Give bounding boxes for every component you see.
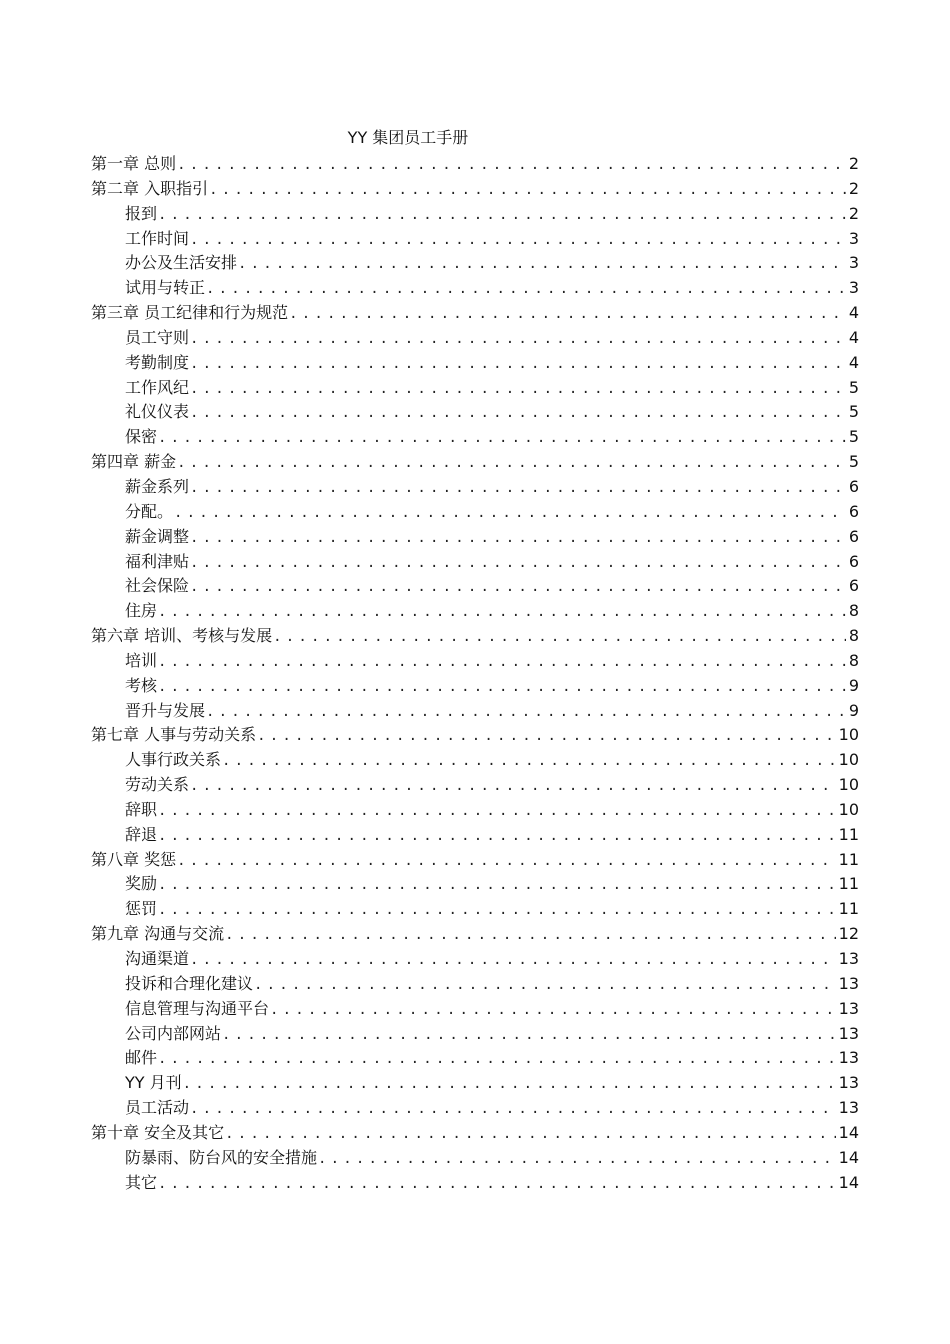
toc-dot-leader — [289, 302, 846, 327]
toc-dot-leader — [190, 551, 846, 576]
toc-page-number: 11 — [838, 899, 859, 919]
toc-dot-leader — [222, 749, 836, 774]
toc-dot-leader — [238, 252, 846, 277]
toc-dot-leader — [206, 277, 846, 302]
toc-dot-leader — [270, 998, 836, 1023]
toc-entry-label: 考勤制度 — [125, 352, 190, 372]
toc-subentry[interactable] — [91, 400, 859, 425]
toc-entry-label: 投诉和合理化建议 — [125, 973, 254, 993]
toc-dot-leader — [190, 1097, 836, 1122]
toc-subentry[interactable] — [91, 251, 859, 276]
toc-subentry[interactable] — [91, 674, 859, 699]
toc-chapter-entry[interactable] — [91, 624, 859, 649]
toc-subentry[interactable] — [91, 897, 859, 922]
toc-page-number: 2 — [848, 154, 859, 173]
toc-subentry[interactable] — [91, 276, 859, 301]
toc-page-number: 6 — [848, 551, 859, 571]
toc-entry-label: 培训 — [125, 650, 158, 670]
toc-entry-label: 第四章 薪金 — [91, 452, 177, 472]
toc-page-number: 2 — [848, 178, 859, 198]
toc-subentry[interactable] — [91, 1046, 859, 1071]
toc-entry-label: 劳动关系 — [125, 775, 190, 795]
toc-entry-label: 晋升与发展 — [125, 700, 206, 720]
toc-dot-leader — [158, 873, 836, 898]
toc-subentry[interactable] — [91, 351, 859, 376]
toc-page-number: 14 — [838, 1172, 859, 1192]
toc-page-number: 11 — [838, 874, 859, 894]
toc-entry-label: 公司内部网站 — [125, 1023, 222, 1043]
toc-entry-label: 试用与转正 — [125, 278, 206, 298]
toc-entry-label: 第七章 人事与劳动关系 — [91, 725, 257, 745]
toc-chapter-entry[interactable] — [91, 301, 859, 326]
toc-subentry[interactable] — [91, 972, 859, 997]
toc-dot-leader — [190, 352, 846, 377]
toc-page-number: 9 — [848, 700, 859, 720]
toc-entry-label: 员工守则 — [125, 327, 190, 347]
toc-subentry[interactable] — [91, 550, 859, 575]
toc-entry-label: 报到 — [125, 203, 158, 223]
toc-entry-label: 保密 — [125, 427, 158, 447]
toc-dot-leader — [257, 724, 836, 749]
toc-page-number: 6 — [848, 476, 859, 496]
toc-page-number: 6 — [848, 576, 859, 596]
toc-page-number: 4 — [848, 327, 859, 347]
toc-entry-label: 人事行政关系 — [125, 750, 222, 770]
toc-dot-leader — [190, 526, 846, 551]
toc-page-number: 8 — [848, 601, 859, 621]
toc-page-number: 13 — [838, 949, 859, 968]
toc-page-number: 5 — [848, 452, 859, 472]
toc-entry-label: 沟通渠道 — [125, 949, 190, 968]
toc-page-number: 13 — [838, 1098, 859, 1118]
toc-page-number: 3 — [848, 278, 859, 298]
toc-dot-leader — [177, 153, 846, 178]
toc-entry-label: 邮件 — [125, 1048, 158, 1068]
toc-page-number: 13 — [838, 1048, 859, 1068]
toc-dot-leader — [225, 923, 836, 948]
toc-entry-label: 社会保险 — [125, 576, 190, 596]
toc-dot-leader — [318, 1147, 836, 1172]
toc-subentry[interactable] — [91, 425, 859, 450]
toc-page-number: 9 — [848, 675, 859, 695]
toc-entry-label: 第八章 奖惩 — [91, 849, 177, 869]
toc-page-number: 5 — [848, 402, 859, 422]
toc-dot-leader — [158, 824, 836, 849]
toc-entry-label: 信息管理与沟通平台 — [125, 998, 270, 1018]
toc-subentry[interactable] — [91, 649, 859, 674]
toc-chapter-entry[interactable] — [91, 922, 859, 947]
toc-page-number: 10 — [838, 750, 859, 770]
toc-chapter-entry[interactable] — [91, 723, 859, 748]
toc-dot-leader — [273, 625, 846, 650]
toc-dot-leader — [190, 575, 846, 600]
toc-dot-leader — [158, 650, 846, 675]
toc-dot-leader — [206, 700, 846, 725]
toc-entry-label: 第二章 入职指引 — [91, 178, 209, 198]
toc-page-number: 12 — [838, 924, 859, 944]
toc-entry-label: 薪金系列 — [125, 476, 190, 496]
toc-dot-leader — [225, 1122, 836, 1147]
toc-dot-leader — [222, 1023, 836, 1048]
toc-page-number: 10 — [838, 775, 859, 795]
toc-page-number: 4 — [848, 352, 859, 372]
toc-dot-leader — [158, 675, 846, 700]
toc-subentry[interactable] — [91, 202, 859, 227]
toc-dot-leader — [177, 451, 846, 476]
toc-entry-label: 工作时间 — [125, 228, 190, 248]
toc-dot-leader — [177, 849, 836, 874]
toc-page-number: 8 — [848, 626, 859, 646]
toc-dot-leader — [158, 898, 836, 923]
toc-subentry[interactable] — [91, 1096, 859, 1121]
toc-page-number: 6 — [848, 526, 859, 546]
toc-chapter-entry[interactable] — [91, 1121, 859, 1146]
toc-entry-label: 第三章 员工纪律和行为规范 — [91, 303, 289, 323]
toc-page-number: 5 — [848, 377, 859, 397]
toc-chapter-entry[interactable] — [91, 152, 859, 177]
toc-page-number: 13 — [838, 1073, 859, 1093]
toc-page-number: 5 — [848, 427, 859, 447]
toc-subentry[interactable] — [91, 1171, 859, 1196]
toc-page-number: 6 — [848, 501, 859, 521]
toc-entry-label: 第六章 培训、考核与发展 — [91, 626, 273, 646]
toc-dot-leader — [158, 426, 846, 451]
toc-entry-label: 员工活动 — [125, 1098, 190, 1118]
toc-dot-leader — [190, 401, 846, 426]
toc-subentry[interactable] — [91, 1022, 859, 1047]
toc-page-number: 13 — [838, 973, 859, 993]
toc-dot-leader — [190, 948, 836, 973]
toc-subentry[interactable] — [91, 500, 859, 525]
toc-chapter-entry[interactable] — [91, 177, 859, 202]
toc-dot-leader — [190, 377, 846, 402]
toc-page-number: 11 — [838, 849, 859, 869]
table-of-contents — [91, 152, 859, 1195]
toc-subentry[interactable] — [91, 798, 859, 823]
toc-entry-label: 第九章 沟通与交流 — [91, 924, 225, 944]
toc-entry-label: 考核 — [125, 675, 158, 695]
toc-entry-label: 第一章 总则 — [91, 154, 177, 173]
toc-chapter-entry[interactable] — [91, 450, 859, 475]
toc-page-number: 14 — [838, 1122, 859, 1142]
toc-page-number: 3 — [848, 253, 859, 273]
toc-subentry[interactable] — [91, 997, 859, 1022]
toc-dot-leader — [254, 973, 836, 998]
toc-entry-label: YY 月刊 — [125, 1073, 182, 1093]
toc-page-number: 10 — [838, 725, 859, 745]
toc-entry-label: 薪金调整 — [125, 526, 190, 546]
toc-subentry[interactable] — [91, 326, 859, 351]
toc-page-number: 11 — [838, 824, 859, 844]
toc-entry-label: 办公及生活安排 — [125, 253, 238, 273]
toc-subentry[interactable] — [91, 599, 859, 624]
toc-subentry[interactable] — [91, 748, 859, 773]
toc-subentry[interactable] — [91, 376, 859, 401]
toc-page-number: 8 — [848, 650, 859, 670]
toc-entry-label: 辞职 — [125, 799, 158, 819]
toc-page-number: 2 — [848, 203, 859, 223]
toc-subentry[interactable] — [91, 1071, 859, 1096]
toc-dot-leader — [158, 1172, 836, 1197]
toc-dot-leader — [158, 600, 846, 625]
toc-entry-label: 第十章 安全及其它 — [91, 1122, 225, 1142]
toc-page-number: 3 — [848, 228, 859, 248]
toc-entry-label: 福利津贴 — [125, 551, 190, 571]
toc-subentry[interactable] — [91, 525, 859, 550]
document-title: YY 集团员工手册 — [347, 128, 469, 147]
toc-subentry[interactable] — [91, 227, 859, 252]
toc-dot-leader — [190, 774, 836, 799]
toc-dot-leader — [190, 476, 846, 501]
toc-dot-leader — [174, 501, 846, 526]
toc-dot-leader — [190, 327, 846, 352]
toc-chapter-entry[interactable] — [91, 848, 859, 873]
toc-subentry[interactable] — [91, 1146, 859, 1171]
toc-subentry[interactable] — [91, 475, 859, 500]
toc-entry-label: 住房 — [125, 601, 158, 621]
toc-entry-label: 礼仪仪表 — [125, 402, 190, 422]
toc-subentry[interactable] — [91, 872, 859, 897]
toc-entry-label: 工作风纪 — [125, 377, 190, 397]
toc-subentry[interactable] — [91, 699, 859, 724]
toc-page-number: 10 — [838, 799, 859, 819]
toc-dot-leader — [158, 799, 836, 824]
toc-dot-leader — [209, 178, 846, 203]
toc-page-number: 13 — [838, 998, 859, 1018]
toc-entry-label: 其它 — [125, 1172, 158, 1192]
toc-entry-label: 奖励 — [125, 874, 158, 894]
toc-subentry[interactable] — [91, 574, 859, 599]
toc-subentry[interactable] — [91, 823, 859, 848]
toc-dot-leader — [158, 1047, 836, 1072]
toc-page-number: 4 — [848, 303, 859, 323]
toc-entry-label: 分配。 — [125, 501, 174, 521]
toc-subentry[interactable] — [91, 773, 859, 798]
toc-entry-label: 防暴雨、防台风的安全措施 — [125, 1147, 318, 1167]
toc-entry-label: 辞退 — [125, 824, 158, 844]
toc-dot-leader — [190, 228, 846, 253]
toc-dot-leader — [158, 203, 846, 228]
toc-dot-leader — [183, 1072, 836, 1097]
toc-page-number: 13 — [838, 1023, 859, 1043]
toc-subentry[interactable] — [91, 947, 859, 972]
toc-page-number: 14 — [838, 1147, 859, 1167]
toc-entry-label: 惩罚 — [125, 899, 158, 919]
